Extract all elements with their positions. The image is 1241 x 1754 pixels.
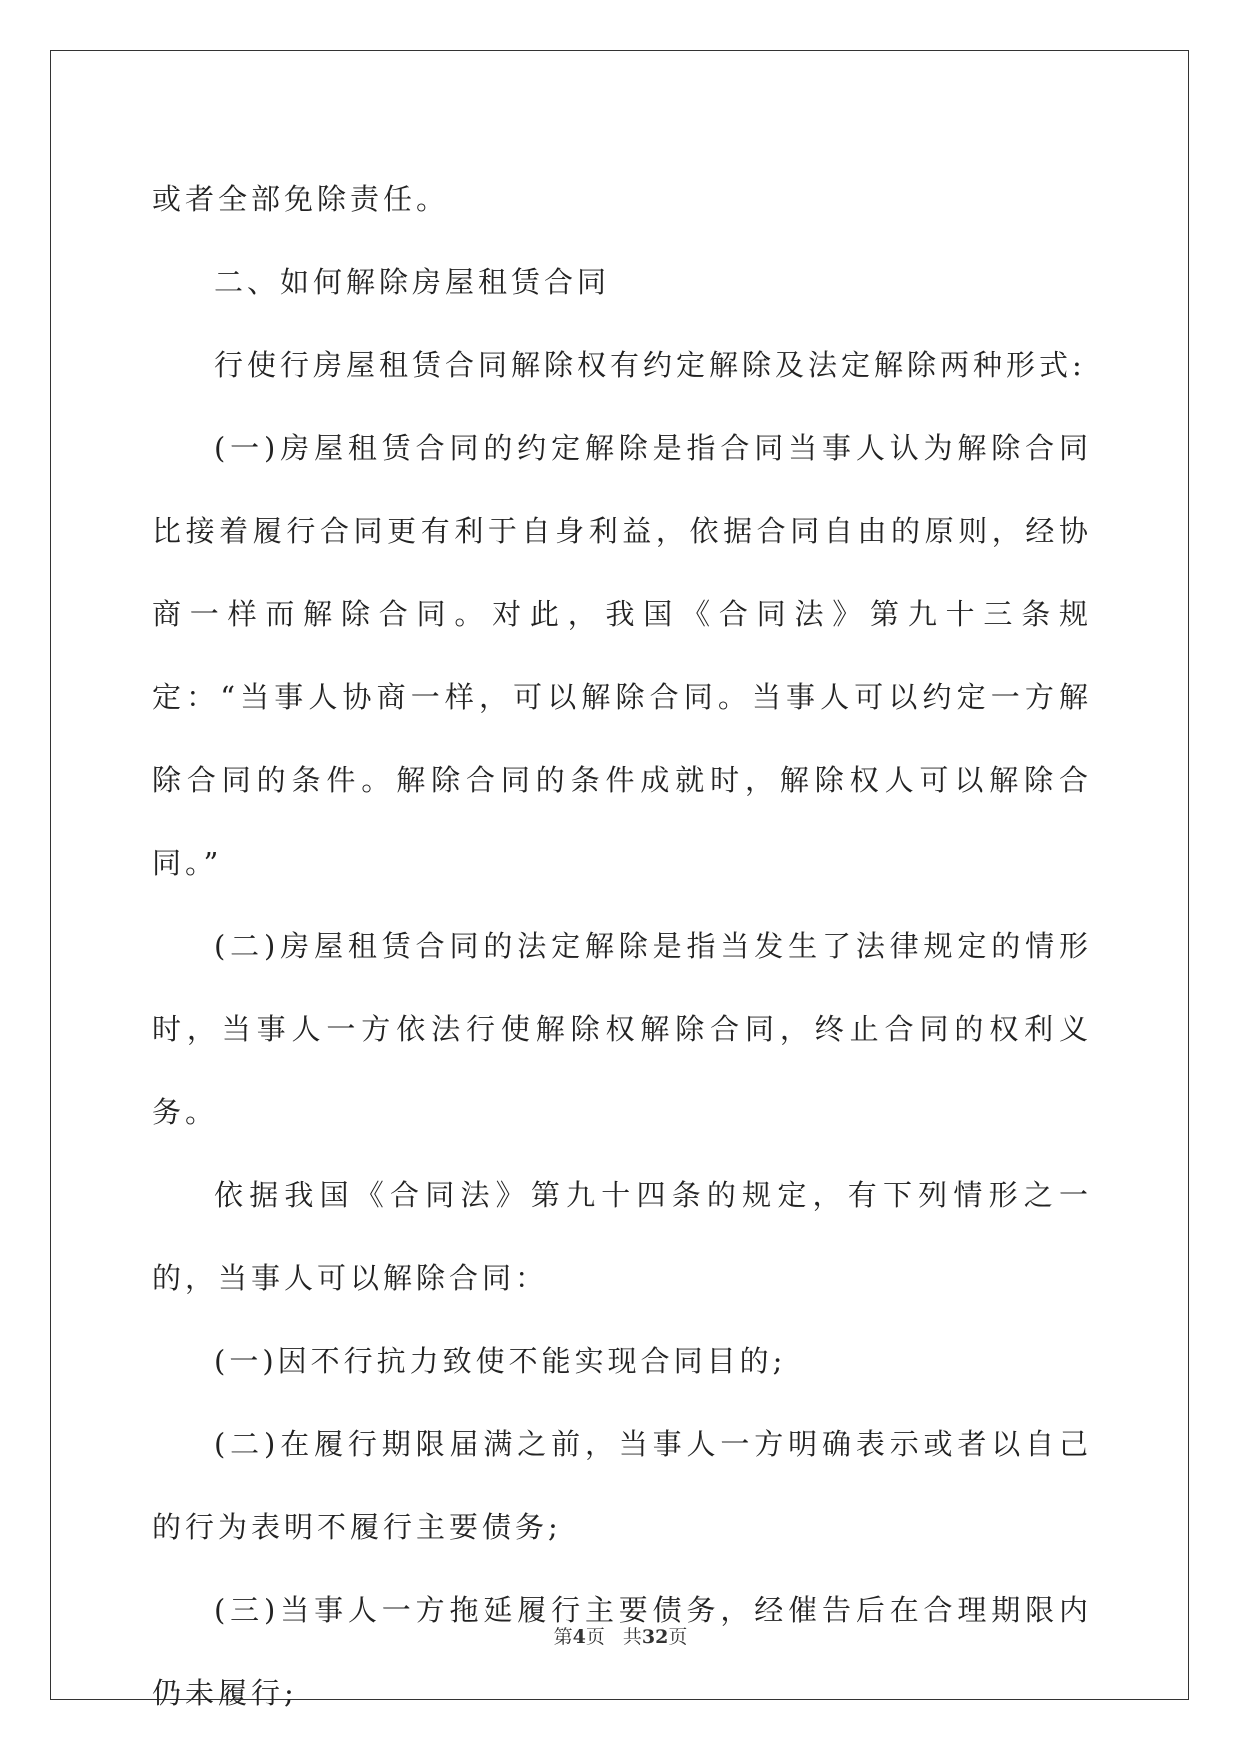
list-item-2: (二)在履行期限届满之前，当事人一方明确表示或者以自己的行为表明不履行主要债务; xyxy=(152,1427,1092,1544)
document-body xyxy=(152,158,1092,1735)
total-pages: 32 xyxy=(641,1626,669,1648)
page-footer xyxy=(0,1622,1241,1649)
list-item-3: (三)当事人一方拖延履行主要债务，经催告后在合理期限内仍未履行; xyxy=(152,1593,1092,1710)
paragraph-1: 或者全部免除责任。 xyxy=(152,182,450,216)
footer-prefix: 第 xyxy=(553,1626,573,1648)
paragraph-3: 行使行房屋租赁合同解除权有约定解除及法定解除两种形式: xyxy=(214,348,1086,382)
list-item-1: (一)因不行抗力致使不能实现合同目的; xyxy=(214,1344,787,1378)
paragraph-5: (二)房屋租赁合同的法定解除是指当发生了法律规定的情形时，当事人一方依法行使解除权解除合同，终止合同的权利义务。 xyxy=(152,929,1092,1129)
paragraph-6: 依据我国《合同法》第九十四条的规定，有下列情形之一的，当事人可以解除合同： xyxy=(152,1178,1092,1295)
section-heading: 二、如何解除房屋租赁合同 xyxy=(214,265,611,299)
footer-total-prefix: 共 xyxy=(622,1626,642,1648)
page-number: 4 xyxy=(572,1626,586,1648)
paragraph-4: (一)房屋租赁合同的约定解除是指合同当事人认为解除合同比接着履行合同更有利于自身利益，依据合同自由的原则，经协商一样而解除合同。对此，我国《合同法》第九十三条规定：“当事人协商一样，可以解除合同。当事人可以约定一方解除合同的条件。解除合同的条件成就时，解除权人可以解除合同。” xyxy=(152,431,1092,880)
footer-total-suffix: 页 xyxy=(668,1626,688,1648)
footer-page-suffix: 页 xyxy=(585,1626,605,1648)
